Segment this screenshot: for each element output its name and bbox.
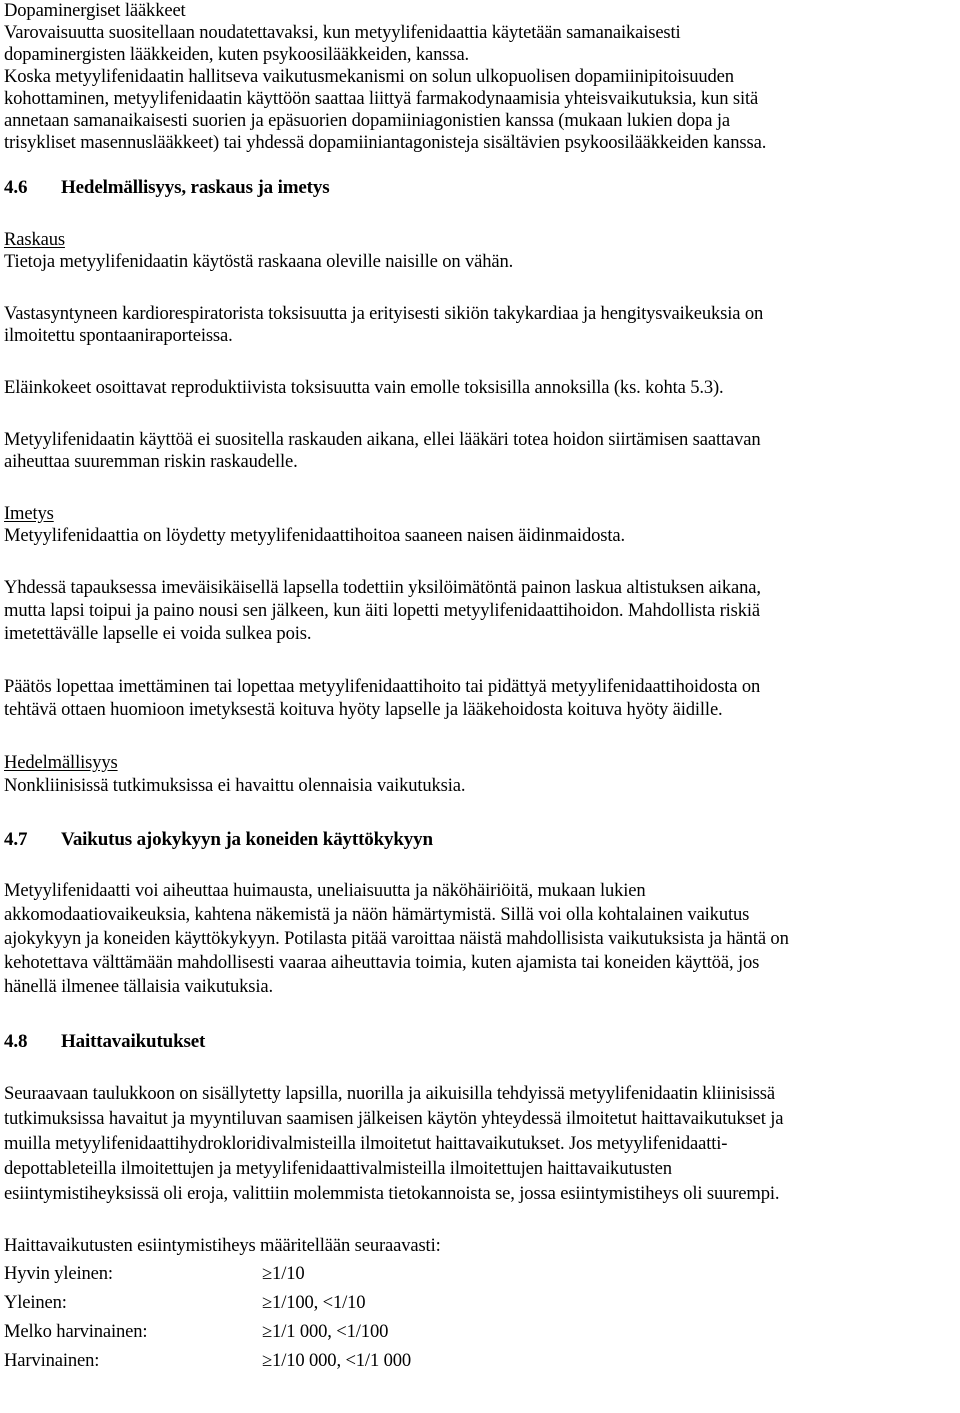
dopamine-line-3: Koska metyylifenidaatin hallitseva vaikutusmekanismi on solun ulkopuolisen dopamiinipitoisuuden: [4, 66, 734, 87]
hedelmallisyys-title: Hedelmällisyys: [4, 752, 118, 773]
frequency-row: [4, 1263, 305, 1285]
section-4-7-line-2: akkomodaatiovaikeuksia, kahtena näkemistä ja näön hämärtymistä. Sillä voi olla kohtalainen vaikutus: [4, 904, 750, 925]
raskaus-paragraph-1: Tietoja metyylifenidaatin käytöstä raskaana oleville naisille on vähän.: [4, 251, 514, 272]
dopamine-line-5: annetaan samanaikaisesti suorien ja epäsuorien dopamiiniagonistien kanssa (mukaan lukien dopa ja: [4, 110, 731, 131]
section-4-8-line-2: tutkimuksissa havaitut ja myyntiluvan saamisen jälkeisen käytön yhteydessä ilmoitetut haittavaikutukset ja: [4, 1108, 784, 1129]
section-4-6-title: Hedelmällisyys, raskaus ja imetys: [61, 177, 330, 198]
imetys-paragraph-2-line-1: Yhdessä tapauksessa imeväisikäisellä lapsella todettiin yksilöimätöntä painon laskua altistuksen aikana,: [4, 577, 761, 598]
section-4-8-line-3: muilla metyylifenidaattihydrokloridivalmisteilla ilmoitetut haittavaikutukset. Jos metyylifenidaatti-: [4, 1133, 728, 1154]
section-4-6-number: 4.6: [4, 177, 28, 198]
frequency-label: Yleinen:: [4, 1292, 67, 1313]
frequency-label: Melko harvinainen:: [4, 1321, 148, 1342]
dopamine-line-1: Varovaisuutta suositellaan noudatettavaksi, kun metyylifenidaattia käytetään samanaikaisesti: [4, 22, 681, 43]
section-4-8-number: 4.8: [4, 1031, 28, 1052]
section-4-7-line-4: kehotettava välttämään mahdollisesti vaaraa aiheuttavia toimia, kuten ajamista tai koneiden käyttöä, jos: [4, 952, 760, 973]
section-4-7-line-5: hänellä ilmenee tällaisia vaikutuksia.: [4, 976, 273, 997]
section-4-7-title: Vaikutus ajokykyyn ja koneiden käyttökykyyn: [61, 829, 433, 850]
frequency-value: ≥1/100, <1/10: [262, 1292, 366, 1313]
imetys-paragraph-1: Metyylifenidaattia on löydetty metyylifenidaattihoitoa saaneen naisen äidinmaidosta.: [4, 525, 625, 546]
imetys-paragraph-2-line-2: mutta lapsi toipui ja paino nousi sen jälkeen, kun äiti lopetti metyylifenidaattihoidon. Mahdollista riskiä: [4, 600, 760, 621]
section-4-6-heading: [4, 177, 329, 199]
section-4-8-line-4: depottableteilla ilmoitettujen ja metyylifenidaattivalmisteilla ilmoitettujen haittavaikutusten: [4, 1158, 672, 1179]
frequency-value: ≥1/1 000, <1/100: [262, 1321, 389, 1342]
section-4-8-title: Haittavaikutukset: [61, 1031, 206, 1052]
imetys-paragraph-2-line-3: imetettävälle lapselle ei voida sulkea pois.: [4, 623, 312, 644]
frequency-intro: Haittavaikutusten esiintymistiheys määritellään seuraavasti:: [4, 1235, 441, 1256]
raskaus-paragraph-3: Eläinkokeet osoittavat reproduktiivista toksisuutta vain emolle toksisilla annoksilla (ks. kohta 5.3).: [4, 377, 724, 398]
raskaus-paragraph-2-line-1: Vastasyntyneen kardiorespiratorista toksisuutta ja erityisesti sikiön takykardiaa ja hengitysvaikeuksia on: [4, 303, 764, 324]
dopamine-title: Dopaminergiset lääkkeet: [4, 0, 186, 21]
dopamine-line-4: kohottaminen, metyylifenidaatin käyttöön saattaa liittyä farmakodynaamisia yhteisvaikutuksia, kun sitä: [4, 88, 759, 109]
section-4-7-heading: [4, 829, 433, 851]
frequency-row: [4, 1321, 388, 1343]
section-4-7-number: 4.7: [4, 829, 28, 850]
frequency-row: [4, 1350, 411, 1372]
raskaus-paragraph-4-line-2: aiheuttaa suuremman riskin raskaudelle.: [4, 451, 298, 472]
frequency-label: Harvinainen:: [4, 1350, 100, 1371]
raskaus-title: Raskaus: [4, 229, 65, 250]
section-4-7-line-1: Metyylifenidaatti voi aiheuttaa huimausta, uneliaisuutta ja näköhäiriöitä, mukaan lukien: [4, 880, 646, 901]
section-4-7-line-3: ajokykyyn ja koneiden käyttökykyyn. Potilasta pitää varoittaa näistä mahdollisista vaikutuksista ja häntä on: [4, 928, 789, 949]
section-4-8-line-5: esiintymistiheyksissä oli eroja, valittiin molemmista tietokannoista se, jossa esiintymistiheys oli suurempi.: [4, 1183, 780, 1204]
imetys-paragraph-3-line-1: Päätös lopettaa imettäminen tai lopettaa metyylifenidaattihoito tai pidättyä metyylifenidaattihoidosta on: [4, 676, 761, 697]
raskaus-paragraph-4-line-1: Metyylifenidaatin käyttöä ei suositella raskauden aikana, ellei lääkäri totea hoidon siirtämisen saattavan: [4, 429, 761, 450]
frequency-row: [4, 1292, 365, 1314]
section-4-8-line-1: Seuraavaan taulukkoon on sisällytetty lapsilla, nuorilla ja aikuisilla tehdyissä metyylifenidaatin kliinisissä: [4, 1083, 775, 1104]
frequency-label: Hyvin yleinen:: [4, 1263, 113, 1284]
dopamine-line-6: trisykliset masennuslääkkeet) tai yhdessä dopamiiniantagonisteja sisältävien psykoosilääkkeiden kanssa.: [4, 132, 767, 153]
raskaus-paragraph-2-line-2: ilmoitettu spontaaniraporteissa.: [4, 325, 233, 346]
frequency-value: ≥1/10 000, <1/1 000: [262, 1350, 412, 1371]
imetys-title: Imetys: [4, 503, 54, 524]
section-4-8-heading: [4, 1031, 205, 1053]
hedelmallisyys-paragraph-1: Nonkliinisissä tutkimuksissa ei havaittu olennaisia vaikutuksia.: [4, 775, 466, 796]
imetys-paragraph-3-line-2: tehtävä ottaen huomioon imetyksestä koituva hyöty lapselle ja lääkehoidosta koituva hyöty äidille.: [4, 699, 723, 720]
frequency-value: ≥1/10: [262, 1263, 305, 1284]
dopamine-line-2: dopaminergisten lääkkeiden, kuten psykoosilääkkeiden, kanssa.: [4, 44, 470, 65]
